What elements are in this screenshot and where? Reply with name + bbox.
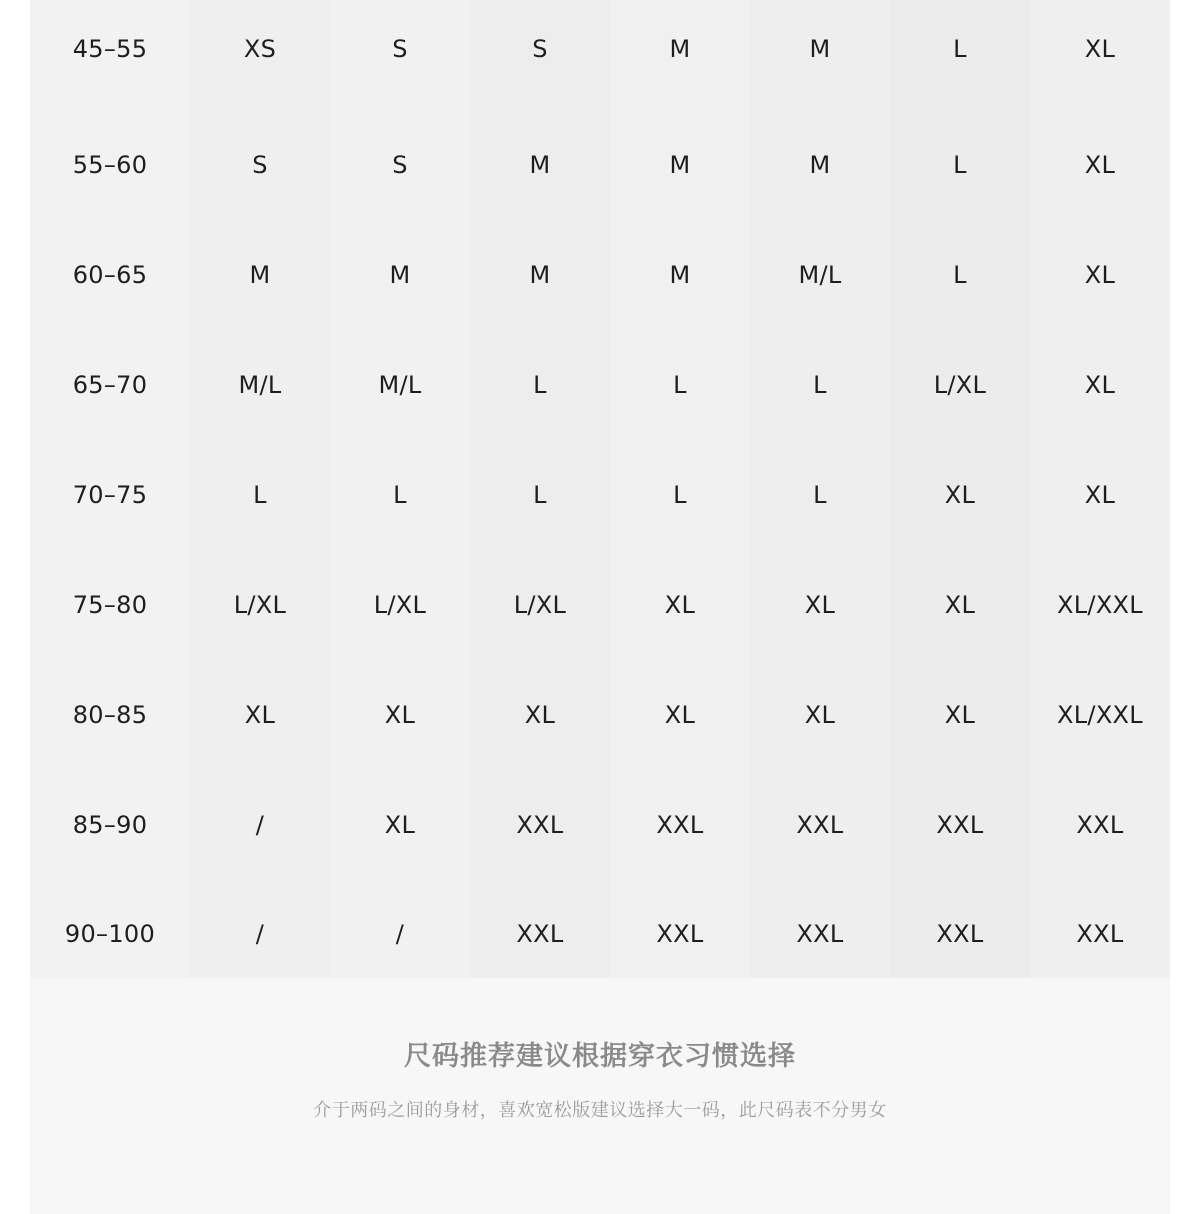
size-table bbox=[30, 0, 1170, 988]
size-cell: XL bbox=[330, 770, 470, 880]
table-row bbox=[30, 880, 1170, 988]
size-cell: XXL bbox=[890, 880, 1030, 988]
size-cell: XL/XXL bbox=[1030, 550, 1170, 660]
size-cell: M bbox=[610, 110, 750, 220]
size-cell: M bbox=[190, 220, 330, 330]
size-cell: XXL bbox=[1030, 880, 1170, 988]
size-cell: L bbox=[470, 440, 610, 550]
size-cell: L/XL bbox=[190, 550, 330, 660]
size-cell: M/L bbox=[330, 330, 470, 440]
size-cell: L bbox=[470, 330, 610, 440]
weight-range-cell: 85–90 bbox=[30, 770, 190, 880]
size-cell: M bbox=[470, 110, 610, 220]
size-cell: S bbox=[190, 110, 330, 220]
size-cell: XL bbox=[470, 660, 610, 770]
size-cell: M bbox=[610, 0, 750, 110]
size-cell: XL bbox=[1030, 220, 1170, 330]
size-cell: XL bbox=[890, 440, 1030, 550]
size-cell: XL/XXL bbox=[1030, 660, 1170, 770]
size-cell: / bbox=[190, 770, 330, 880]
size-cell: L bbox=[890, 110, 1030, 220]
size-cell: L bbox=[750, 440, 890, 550]
table-row bbox=[30, 660, 1170, 770]
size-cell: L bbox=[190, 440, 330, 550]
size-cell: L/XL bbox=[330, 550, 470, 660]
size-cell: S bbox=[330, 110, 470, 220]
size-cell: M bbox=[750, 110, 890, 220]
size-cell: M/L bbox=[750, 220, 890, 330]
size-cell: XL bbox=[890, 660, 1030, 770]
size-advice-headline: 尺码推荐建议根据穿衣习惯选择 bbox=[404, 1041, 796, 1072]
size-cell: L bbox=[890, 0, 1030, 110]
size-cell: L bbox=[330, 440, 470, 550]
size-cell: XL bbox=[190, 660, 330, 770]
size-cell: L bbox=[890, 220, 1030, 330]
size-cell: S bbox=[470, 0, 610, 110]
weight-range-cell: 65–70 bbox=[30, 330, 190, 440]
size-cell: L/XL bbox=[890, 330, 1030, 440]
size-cell: XXL bbox=[890, 770, 1030, 880]
size-cell: XXL bbox=[470, 770, 610, 880]
size-cell: M bbox=[750, 0, 890, 110]
size-cell: L bbox=[750, 330, 890, 440]
size-cell: M bbox=[610, 220, 750, 330]
size-cell: L bbox=[610, 330, 750, 440]
size-cell: L bbox=[610, 440, 750, 550]
size-cell: XL bbox=[610, 550, 750, 660]
size-cell: M/L bbox=[190, 330, 330, 440]
table-row bbox=[30, 110, 1170, 220]
size-cell: XXL bbox=[470, 880, 610, 988]
size-cell: XS bbox=[190, 0, 330, 110]
table-row bbox=[30, 770, 1170, 880]
size-cell: S bbox=[330, 0, 470, 110]
table-row bbox=[30, 0, 1170, 110]
size-cell: XXL bbox=[610, 880, 750, 988]
weight-range-cell: 75–80 bbox=[30, 550, 190, 660]
size-cell: M bbox=[470, 220, 610, 330]
size-cell: / bbox=[190, 880, 330, 988]
size-cell: XL bbox=[890, 550, 1030, 660]
weight-range-cell: 80–85 bbox=[30, 660, 190, 770]
size-cell: XXL bbox=[1030, 770, 1170, 880]
size-advice-footer bbox=[30, 978, 1170, 1214]
table-row bbox=[30, 440, 1170, 550]
size-advice-note: 介于两码之间的身材，喜欢宽松版建议选择大一码，此尺码表不分男女 bbox=[313, 1100, 887, 1121]
size-cell: XXL bbox=[750, 880, 890, 988]
weight-range-cell: 60–65 bbox=[30, 220, 190, 330]
size-cell: XL bbox=[1030, 440, 1170, 550]
table-row bbox=[30, 550, 1170, 660]
table-row bbox=[30, 220, 1170, 330]
size-cell: XL bbox=[330, 660, 470, 770]
size-table-body bbox=[30, 0, 1170, 988]
size-cell: XL bbox=[1030, 110, 1170, 220]
size-cell: XL bbox=[750, 550, 890, 660]
size-cell: L/XL bbox=[470, 550, 610, 660]
weight-range-cell: 55–60 bbox=[30, 110, 190, 220]
weight-range-cell: 70–75 bbox=[30, 440, 190, 550]
table-row bbox=[30, 330, 1170, 440]
size-cell: M bbox=[330, 220, 470, 330]
size-cell: / bbox=[330, 880, 470, 988]
size-cell: XL bbox=[1030, 0, 1170, 110]
weight-range-cell: 45–55 bbox=[30, 0, 190, 110]
size-chart-panel bbox=[30, 0, 1170, 1214]
size-cell: XXL bbox=[610, 770, 750, 880]
weight-range-cell: 90–100 bbox=[30, 880, 190, 988]
size-cell: XXL bbox=[750, 770, 890, 880]
size-cell: XL bbox=[750, 660, 890, 770]
size-cell: XL bbox=[610, 660, 750, 770]
size-cell: XL bbox=[1030, 330, 1170, 440]
